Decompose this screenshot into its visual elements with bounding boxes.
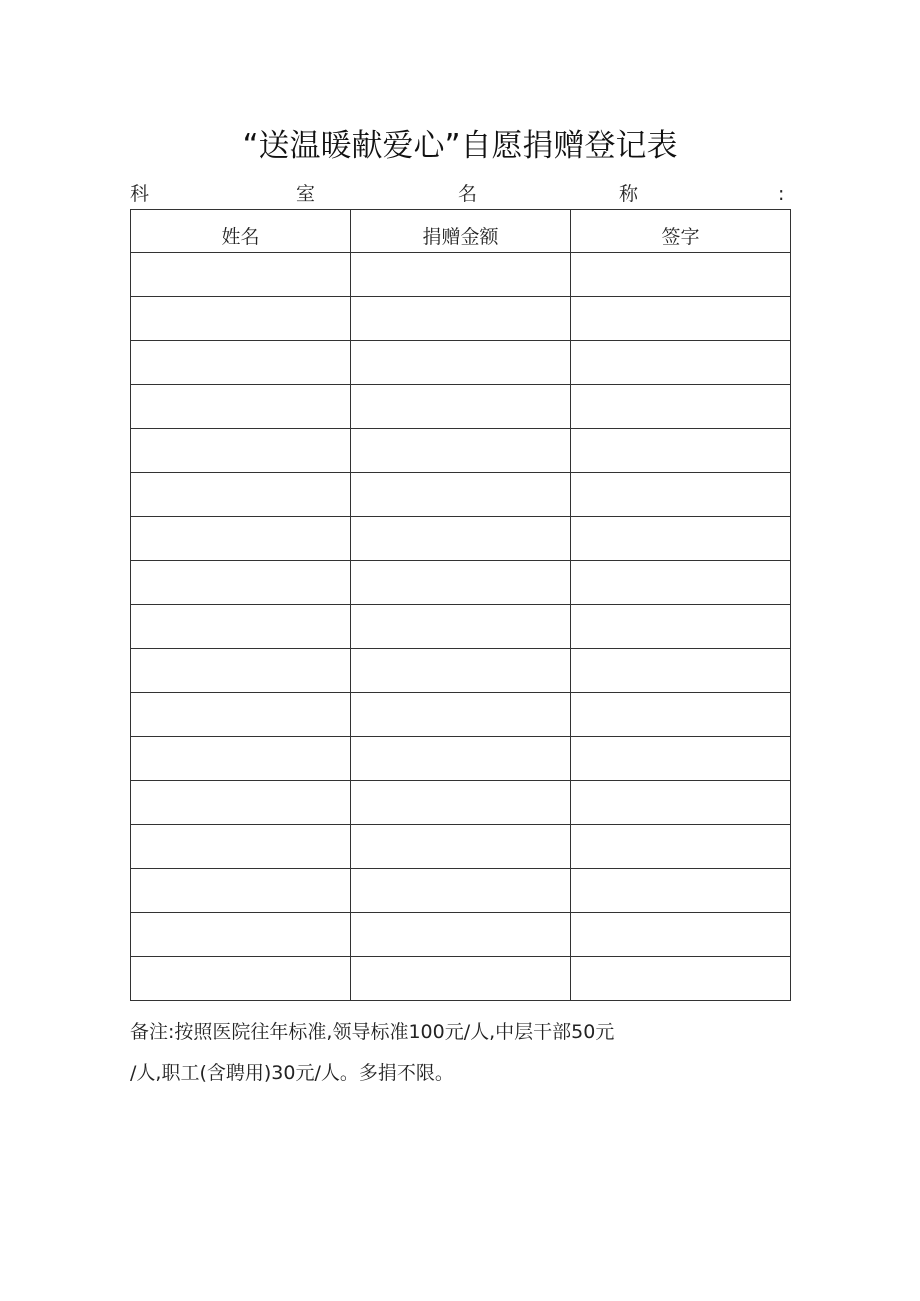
amount-cell[interactable]: [351, 957, 571, 1001]
name-cell[interactable]: [131, 253, 351, 297]
name-cell[interactable]: [131, 341, 351, 385]
table-row: [131, 561, 791, 605]
table-row: [131, 341, 791, 385]
signature-cell[interactable]: [571, 649, 791, 693]
signature-cell[interactable]: [571, 561, 791, 605]
department-label-colon: :: [778, 183, 785, 205]
amount-cell[interactable]: [351, 605, 571, 649]
document-title: “送温暖献爱心”自愿捐赠登记表: [242, 128, 678, 164]
signature-cell[interactable]: [571, 825, 791, 869]
signature-cell[interactable]: [571, 913, 791, 957]
amount-cell[interactable]: [351, 341, 571, 385]
signature-cell[interactable]: [571, 605, 791, 649]
table-row: [131, 605, 791, 649]
signature-cell[interactable]: [571, 473, 791, 517]
table-body: [131, 253, 791, 1001]
name-cell[interactable]: [131, 517, 351, 561]
table-row: [131, 297, 791, 341]
table-row: [131, 253, 791, 297]
name-cell[interactable]: [131, 429, 351, 473]
signature-cell[interactable]: [571, 253, 791, 297]
remarks-line-2: /人,职工(含聘用)30元/人。多捐不限。: [130, 1062, 454, 1084]
header-name: 姓名: [131, 210, 351, 253]
name-cell[interactable]: [131, 781, 351, 825]
table-row: [131, 429, 791, 473]
amount-cell[interactable]: [351, 429, 571, 473]
table-row: [131, 913, 791, 957]
table-row: [131, 737, 791, 781]
signature-cell[interactable]: [571, 781, 791, 825]
header-signature: 签字: [571, 210, 791, 253]
header-amount: 捐赠金额: [351, 210, 571, 253]
table-row: [131, 781, 791, 825]
signature-cell[interactable]: [571, 341, 791, 385]
amount-cell[interactable]: [351, 253, 571, 297]
amount-cell[interactable]: [351, 297, 571, 341]
signature-cell[interactable]: [571, 693, 791, 737]
amount-cell[interactable]: [351, 913, 571, 957]
name-cell[interactable]: [131, 473, 351, 517]
amount-cell[interactable]: [351, 473, 571, 517]
amount-cell[interactable]: [351, 649, 571, 693]
table-row: [131, 517, 791, 561]
name-cell[interactable]: [131, 561, 351, 605]
table-row: [131, 473, 791, 517]
table-row: [131, 825, 791, 869]
department-label-char-1: 科: [130, 183, 150, 205]
name-cell[interactable]: [131, 693, 351, 737]
department-label-char-2: 室: [296, 183, 316, 205]
table-row: [131, 385, 791, 429]
name-cell[interactable]: [131, 605, 351, 649]
remarks-line-1: 备注:按照医院往年标准,领导标准100元/人,中层干部50元: [130, 1021, 615, 1043]
name-cell[interactable]: [131, 869, 351, 913]
amount-cell[interactable]: [351, 825, 571, 869]
name-cell[interactable]: [131, 737, 351, 781]
table-header-row: [131, 210, 791, 253]
signature-cell[interactable]: [571, 737, 791, 781]
signature-cell[interactable]: [571, 429, 791, 473]
remarks-note: [130, 1012, 795, 1094]
signature-cell[interactable]: [571, 869, 791, 913]
table-row: [131, 957, 791, 1001]
amount-cell[interactable]: [351, 693, 571, 737]
signature-cell[interactable]: [571, 517, 791, 561]
table-row: [131, 693, 791, 737]
amount-cell[interactable]: [351, 561, 571, 605]
amount-cell[interactable]: [351, 517, 571, 561]
department-label-char-3: 名: [458, 183, 478, 205]
name-cell[interactable]: [131, 825, 351, 869]
name-cell[interactable]: [131, 385, 351, 429]
table-row: [131, 869, 791, 913]
amount-cell[interactable]: [351, 781, 571, 825]
signature-cell[interactable]: [571, 385, 791, 429]
department-label-char-4: 称: [619, 183, 639, 205]
name-cell[interactable]: [131, 957, 351, 1001]
table-row: [131, 649, 791, 693]
amount-cell[interactable]: [351, 385, 571, 429]
department-name-label: [130, 180, 790, 208]
amount-cell[interactable]: [351, 737, 571, 781]
name-cell[interactable]: [131, 913, 351, 957]
signature-cell[interactable]: [571, 957, 791, 1001]
name-cell[interactable]: [131, 649, 351, 693]
signature-cell[interactable]: [571, 297, 791, 341]
donation-register-table: [130, 209, 791, 1001]
amount-cell[interactable]: [351, 869, 571, 913]
name-cell[interactable]: [131, 297, 351, 341]
